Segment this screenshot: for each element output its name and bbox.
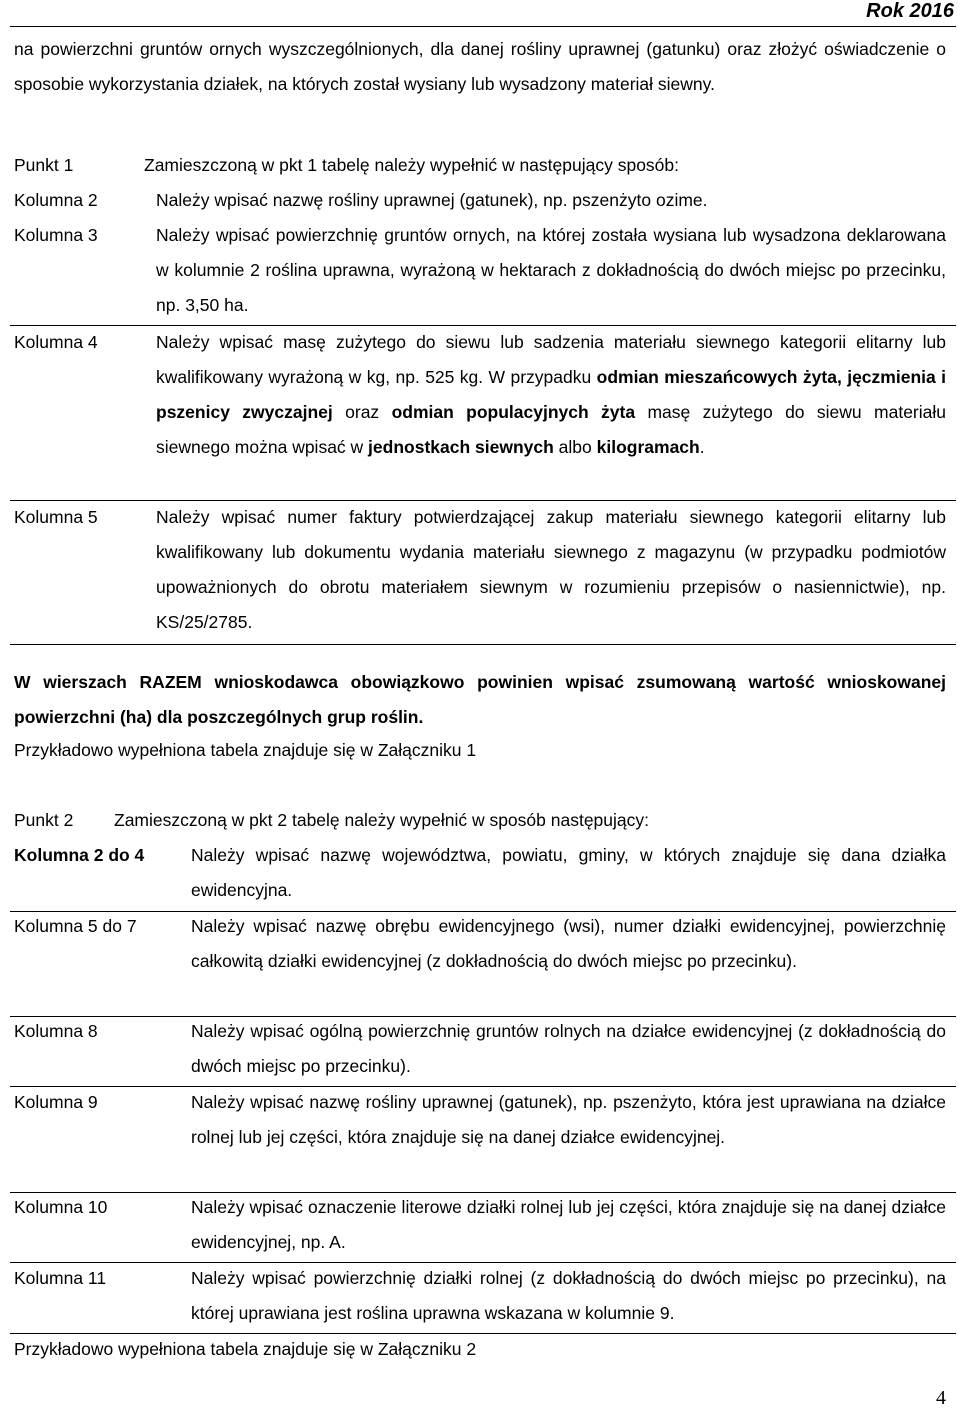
section2-row-kolumna-5-do-7 — [14, 909, 956, 1014]
row-text: Należy wpisać nazwę obrębu ewidencyjnego (wsi), numer działki ewidencyjnej, powierzchnię całkowitą działki ewidencyjnej (z dokładnością do dwóch miejsc po przecinku). — [191, 916, 946, 971]
row-text: Należy wpisać powierzchnię działki rolnej (z dokładnością do dwóch miejsc po przecinku), na której uprawiana jest roślina uprawna wskazana w kolumnie 9. — [191, 1268, 946, 1323]
section2-punkt-text: Zamieszczoną w pkt 2 tabelę należy wypełnić w sposób następujący: — [114, 810, 649, 830]
text-part: oraz — [332, 402, 392, 422]
section2-punkt-row — [14, 803, 956, 838]
row-label: Kolumna 3 — [14, 225, 98, 245]
section2-row-kolumna-11 — [14, 1261, 956, 1331]
row-label: Kolumna 2 — [14, 190, 98, 210]
row-label: Kolumna 2 do 4 — [14, 845, 145, 865]
section1-row-kolumna-4 — [14, 325, 956, 500]
header-rule — [10, 26, 956, 27]
row-label: Kolumna 11 — [14, 1268, 107, 1288]
text-part: . — [699, 437, 705, 457]
section2-row-kolumna-2-do-4 — [14, 838, 956, 908]
text-bold: kilogramach — [596, 437, 700, 457]
razem-example-note: Przykładowo wypełniona tabela znajduje się w Załączniku 1 — [14, 740, 477, 760]
separator — [10, 644, 956, 645]
text-bold: jednostkach siewnych — [368, 437, 554, 457]
row-text: Należy wpisać nazwę rośliny uprawnej (gatunek), np. pszenżyto, która jest uprawiana na działce rolnej lub jej części, która znajduje się na danej działce ewidencyjnej. — [191, 1092, 946, 1147]
section1-row-kolumna-2 — [14, 183, 956, 218]
row-text: Należy wpisać ogólną powierzchnię gruntów rolnych na działce ewidencyjnej (z dokładnością do dwóch miejsc po przecinku). — [191, 1021, 946, 1076]
row-text: Należy wpisać nazwę rośliny uprawnej (gatunek), np. pszenżyto ozime. — [156, 190, 708, 210]
row-text — [156, 325, 946, 465]
row-label: Kolumna 5 do 7 — [14, 916, 137, 936]
text-part: Należy wpisać masę zużytego do siewu lub sadzenia materiału siewnego kategorii elitarny lub kwalifikowany wyrażoną w kg, np. 525 kg. W przypadku — [156, 332, 946, 387]
row-label: Kolumna 8 — [14, 1021, 98, 1041]
section1-row-kolumna-3 — [14, 218, 956, 323]
section2-row-kolumna-8 — [14, 1014, 956, 1084]
row-label: Kolumna 10 — [14, 1197, 108, 1217]
section1-row-kolumna-5 — [14, 500, 956, 640]
section2-row-kolumna-10 — [14, 1190, 956, 1260]
row-text: Należy wpisać numer faktury potwierdzającej zakup materiału siewnego kategorii elitarny lub kwalifikowany lub dokumentu wydania materiału siewnego z magazynu (w przypadku podmiotów upoważnionych do obrotu materiałem siewnym w rozumieniu przepisów o nasiennictwie), np. KS/25/2785. — [156, 507, 946, 632]
row-text: Należy wpisać oznaczenie literowe działki rolnej lub jej części, która znajduje się na danej działce ewidencyjnej, np. A. — [191, 1197, 946, 1252]
row-label: Kolumna 9 — [14, 1092, 98, 1112]
page-number: 4 — [936, 1387, 946, 1409]
intro-paragraph: na powierzchni gruntów ornych wyszczególnionych, dla danej rośliny uprawnej (gatunku) oraz złożyć oświadczenie o sposobie wykorzystania działek, na których został wysiany lub wysadzony materiał siewny. — [14, 39, 946, 94]
text-part: masę zużytego do siewu materiału siewnego można wpisać w — [156, 402, 946, 457]
row-text: Należy wpisać nazwę województwa, powiatu, gminy, w których znajduje się dana działka ewidencyjna. — [191, 845, 946, 900]
row-label: Kolumna 4 — [14, 332, 98, 352]
text-bold: odmian populacyjnych żyta — [391, 402, 636, 422]
razem-paragraph: W wierszach RAZEM wnioskodawca obowiązkowo powinien wpisać zsumowaną wartość wnioskowanej powierzchni (ha) dla poszczególnych grup roślin. — [14, 672, 946, 727]
section1-punkt-label: Punkt 1 — [14, 155, 74, 175]
text-part: albo — [553, 437, 597, 457]
header-year: Rok 2016 — [866, 0, 954, 22]
section2-row-kolumna-9 — [14, 1085, 956, 1190]
section1-punkt-text: Zamieszczoną w pkt 1 tabelę należy wypełnić w następujący sposób: — [144, 155, 679, 175]
section2-punkt-label: Punkt 2 — [14, 810, 74, 830]
section2-example-note: Przykładowo wypełniona tabela znajduje się w Załączniku 2 — [14, 1339, 477, 1359]
row-label: Kolumna 5 — [14, 507, 98, 527]
text-bold: odmian mieszańcowych żyta, jęczmienia i pszenicy zwyczajnej — [156, 367, 946, 422]
row-text: Należy wpisać powierzchnię gruntów ornych, na której została wysiana lub wysadzona deklarowana w kolumnie 2 roślina uprawna, wyrażoną w hektarach z dokładnością do dwóch miejsc po przecinku, np. 3,50 ha. — [156, 225, 946, 315]
section1-punkt-row — [14, 148, 956, 183]
